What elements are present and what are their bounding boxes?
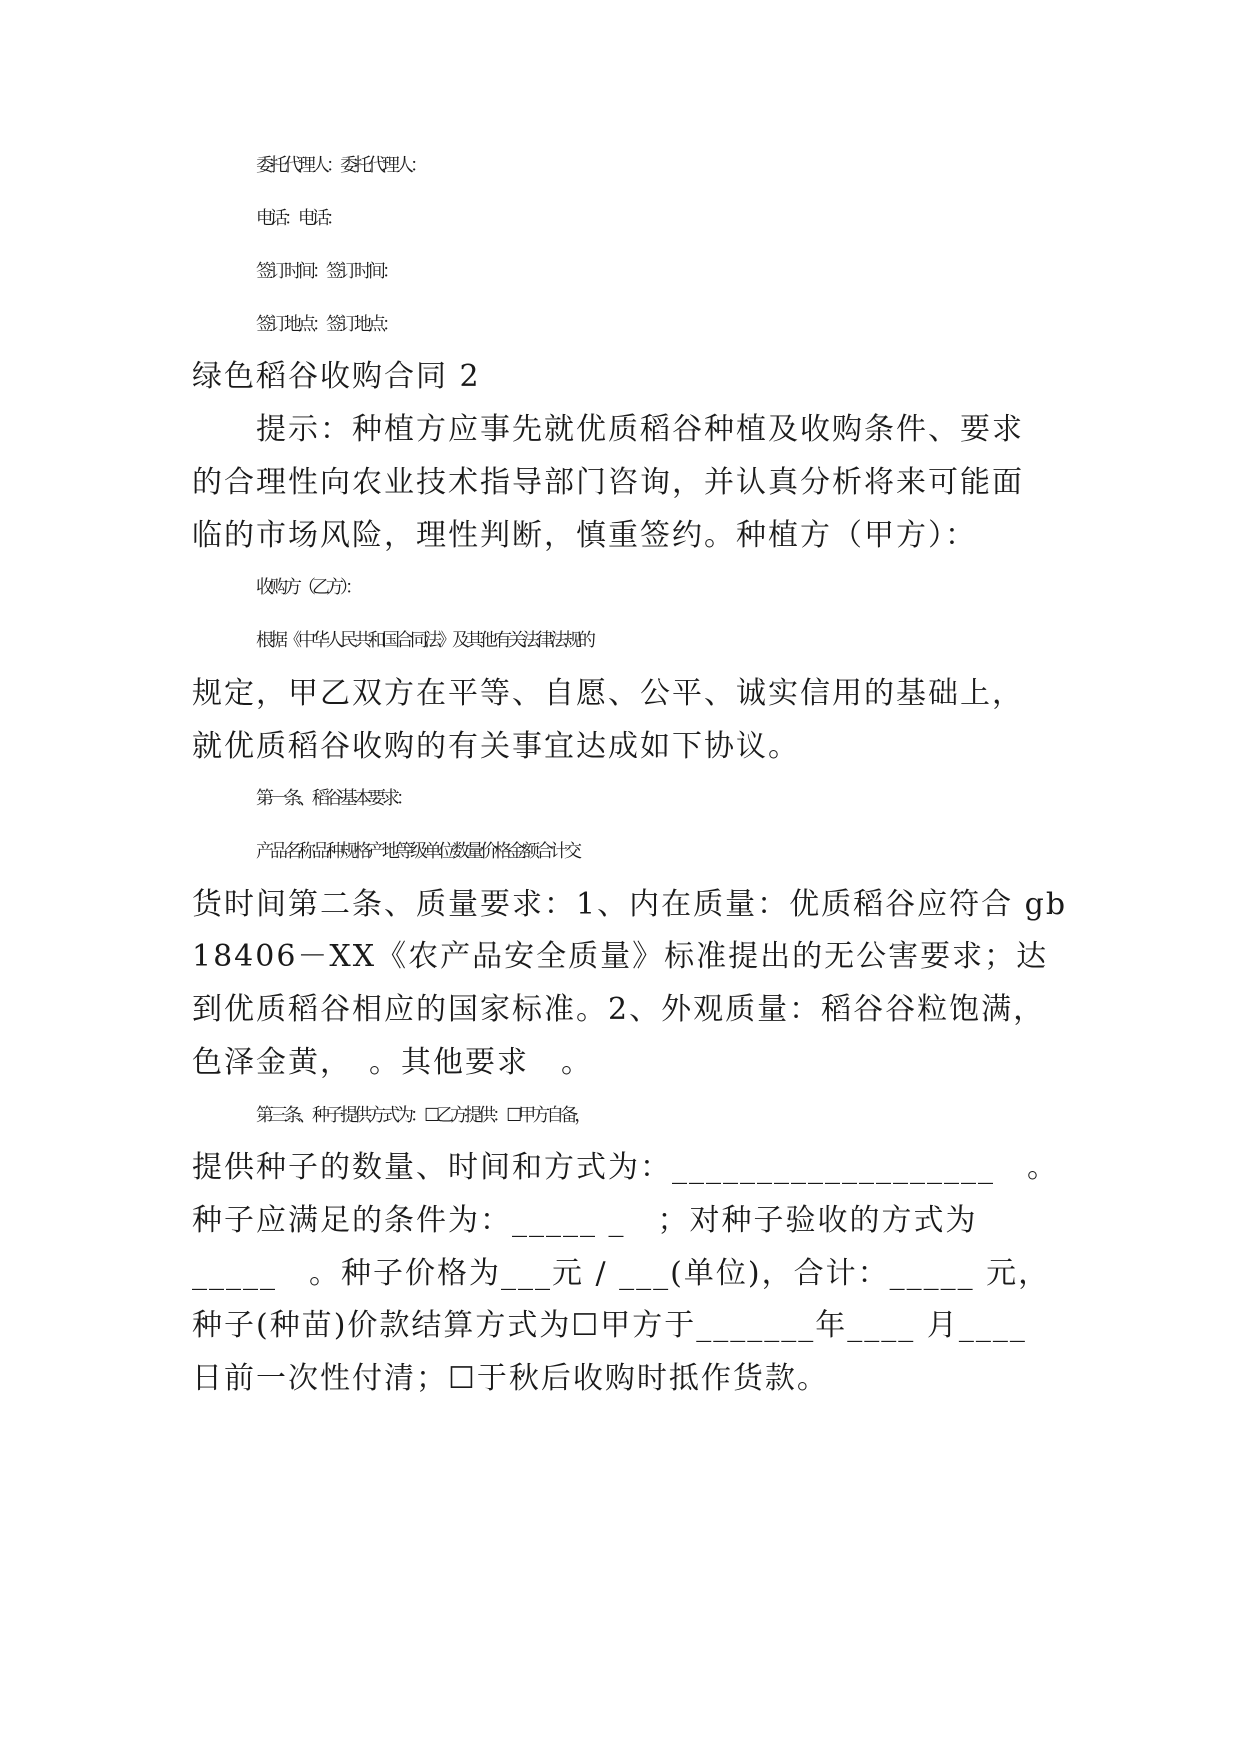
paragraph-line: 提示：种植方应事先就优质稻谷种植及收购条件、要求 (256, 412, 1024, 447)
paragraph-line: 第三条、种子提供方式为：☐乙方提供：☐甲方自备， (256, 1105, 589, 1126)
paragraph-line: 就优质稻谷收购的有关事宜达成如下协议。 (192, 729, 800, 764)
sign-place-line: 签订地点：签订地点： (256, 314, 396, 335)
paragraph-line: 18406－XX《农产品安全质量》标准提出的无公害要求；达 (192, 939, 1049, 974)
agent-line: 委托代理人：委托代理人： (256, 155, 424, 176)
phone-line: 电话：电话： (256, 208, 340, 229)
paragraph-line: 货时间第二条、质量要求：1、内在质量：优质稻谷应符合 gb (192, 887, 1068, 922)
section-heading: 绿色稻谷收购合同 2 (192, 359, 481, 394)
paragraph-line: 色泽金黄， 。其他要求 。 (192, 1045, 593, 1080)
paragraph-line: 的合理性向农业技术指导部门咨询，并认真分析将来可能面 (192, 465, 1024, 500)
paragraph-line: 收购方（乙方）： (256, 577, 359, 598)
paragraph-line: 产品名称品种规格产地等级单位数量价格金额合计交 (256, 841, 578, 862)
paragraph-line: 提供种子的数量、时间和方式为：___________________ 。 (192, 1150, 1059, 1185)
sign-time-line: 签订时间：签订时间： (256, 261, 396, 282)
paragraph-line: _____ 。种子价格为___元 / ___(单位)，合计：_____ 元， (192, 1256, 1051, 1291)
paragraph-line: 日前一次性付清；☐于秋后收购时抵作货款。 (192, 1361, 829, 1396)
paragraph-line: 种子(种苗)价款结算方式为☐甲方于_______年____ 月____ (192, 1308, 1027, 1343)
paragraph-line: 临的市场风险，理性判断，慎重签约。种植方（甲方）： (192, 518, 977, 553)
paragraph-line: 根据《中华人民共和国合同法》及其他有关法律法规的 (256, 630, 592, 651)
paragraph-line: 种子应满足的条件为：_____ _ ；对种子验收的方式为 (192, 1203, 978, 1238)
paragraph-line: 规定，甲乙双方在平等、自愿、公平、诚实信用的基础上， (192, 676, 1024, 711)
paragraph-line: 到优质稻谷相应的国家标准。2、外观质量：稻谷谷粒饱满， (192, 992, 1046, 1027)
article-heading: 第一条、稻谷基本要求： (256, 788, 410, 809)
